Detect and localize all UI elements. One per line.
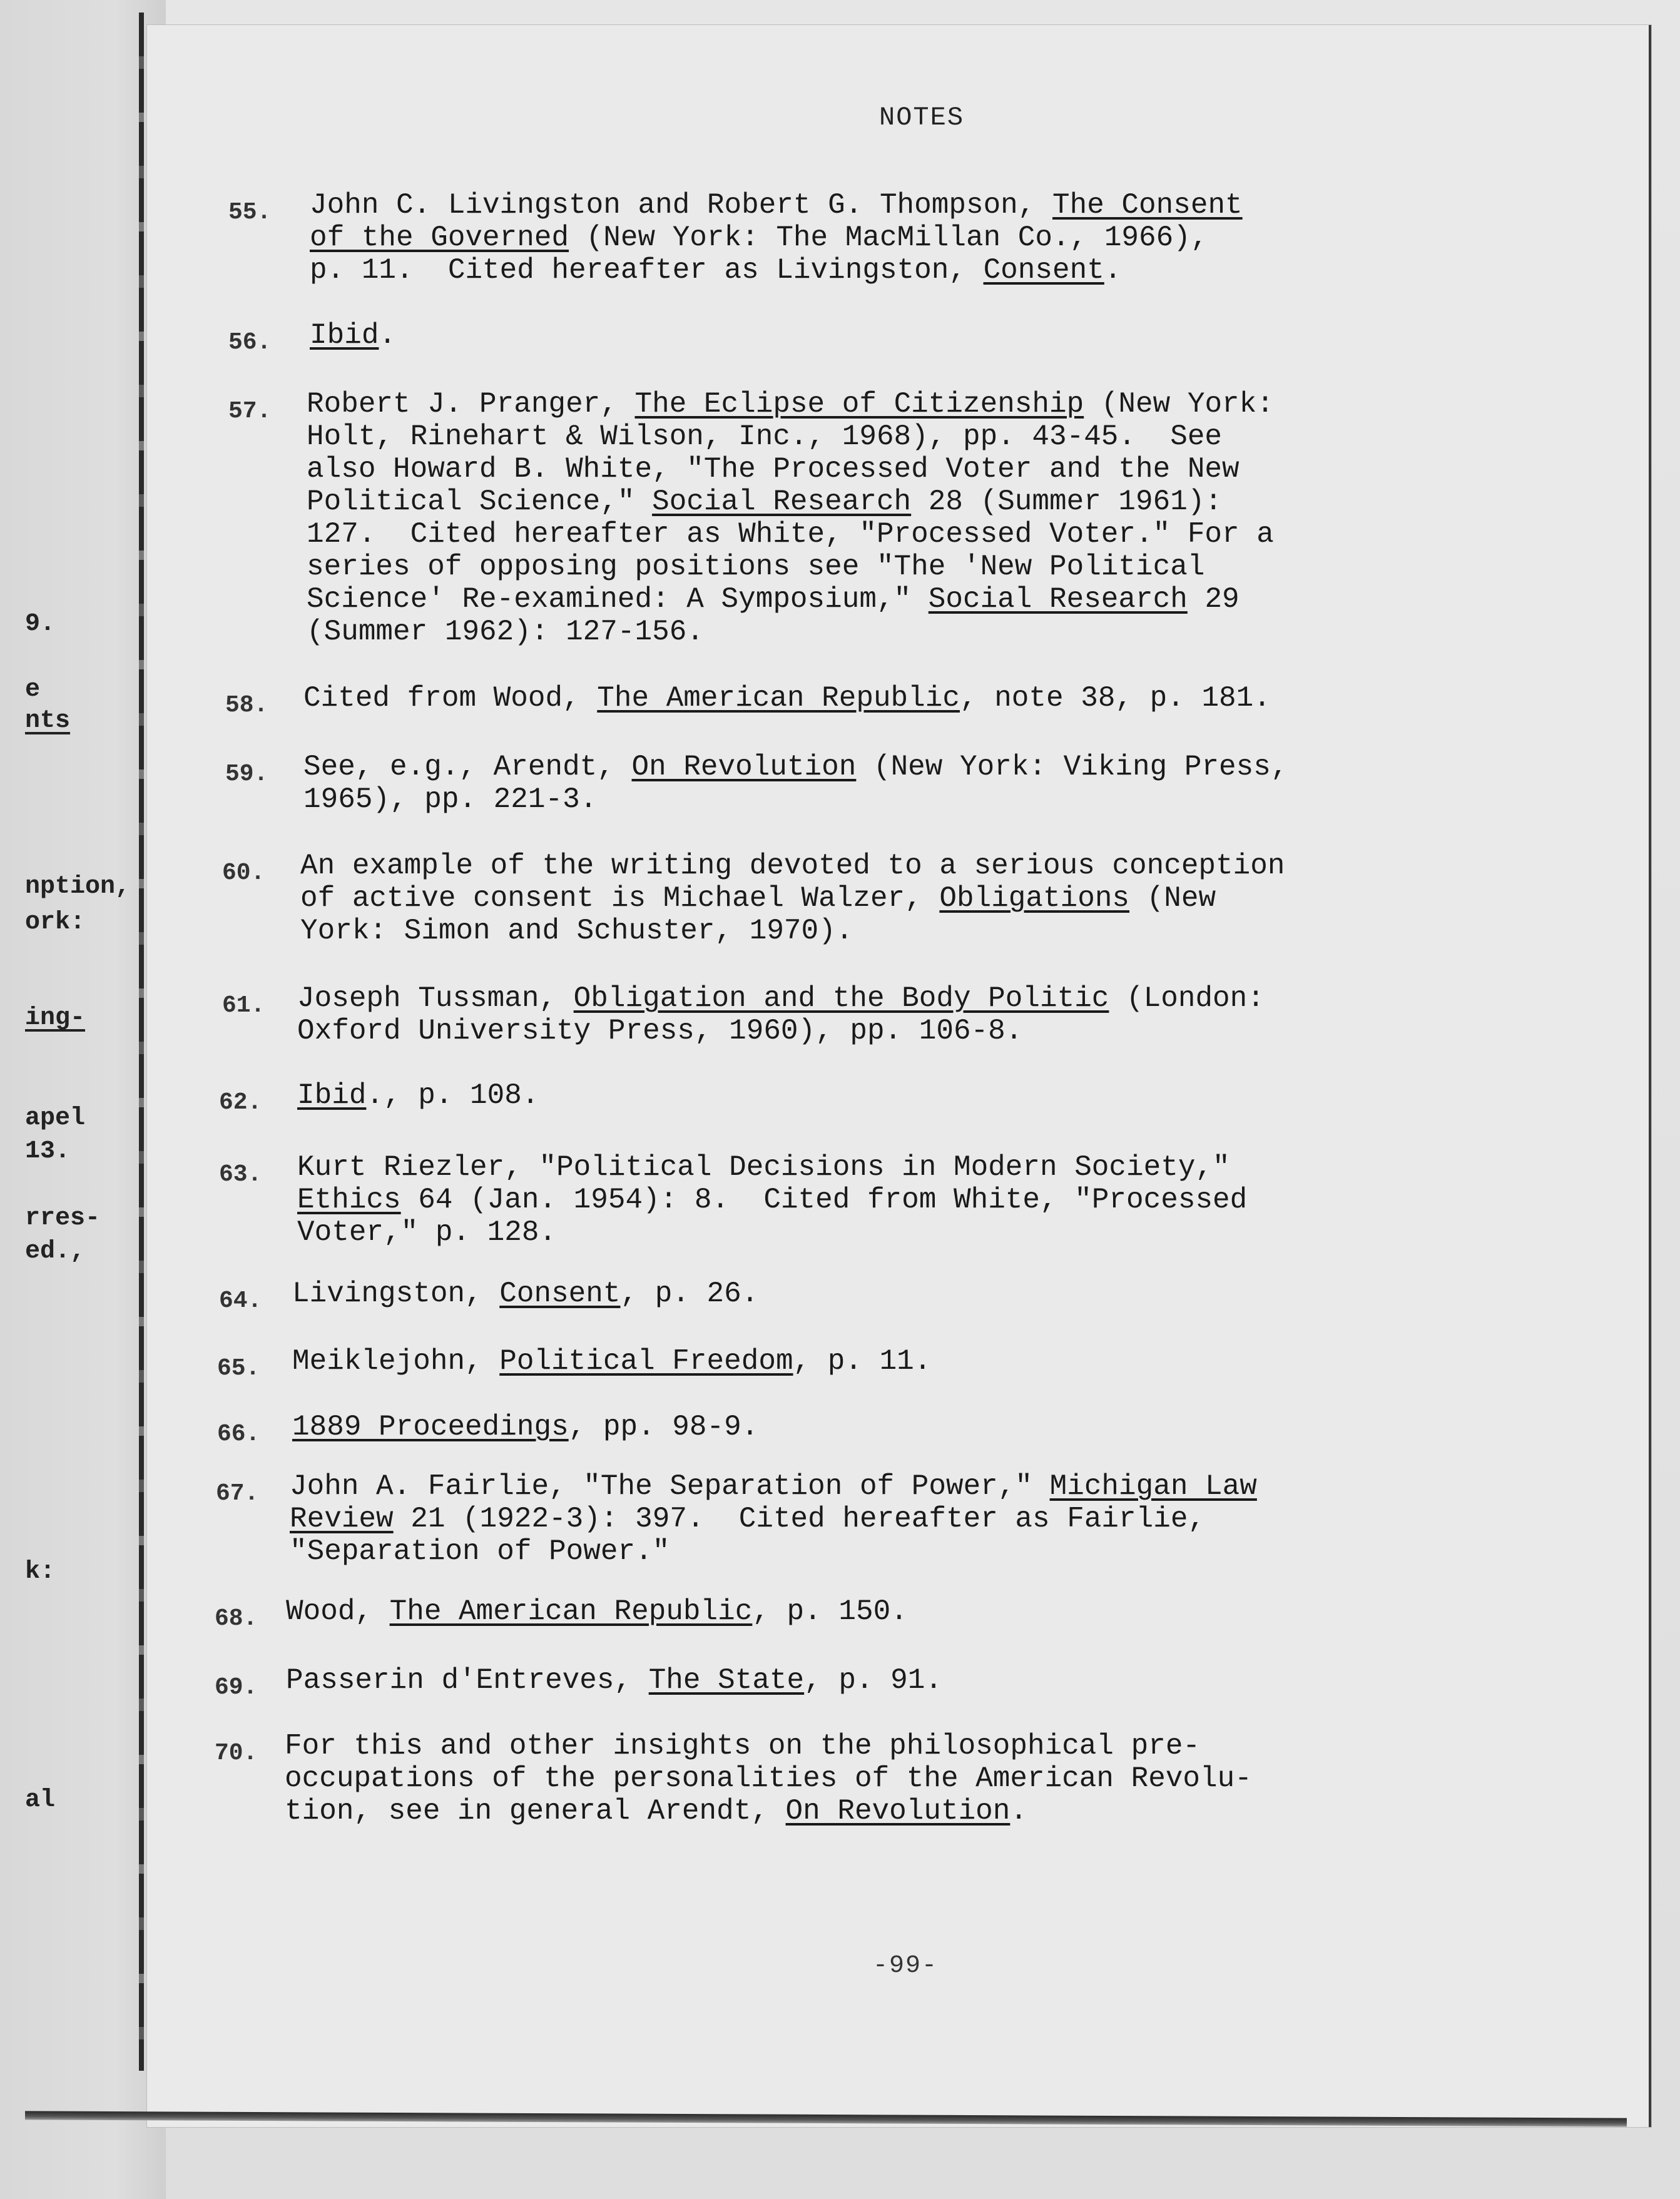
footnote-text-run: See, e.g., Arendt, — [303, 751, 632, 783]
footnote-text-run: (New York: Holt, Rinehart & Wilson, Inc., 1968), pp. 43-45. See also Howard B. White, "The Processed Voter and the New Political Science," — [307, 388, 1274, 518]
footnote-text-run: Joseph Tussman, — [297, 982, 574, 1015]
underlined-title: The State — [648, 1664, 805, 1697]
underlined-title: Obligations — [939, 882, 1130, 915]
footnote-text-run: For this and other insights on the philosophical pre- occupations of the personalities of the American Revolu- tion, see in general Arendt, — [285, 1730, 1252, 1827]
footnote-text — [290, 1470, 1391, 1568]
underlined-title: Ibid — [297, 1079, 367, 1112]
footnote-text-run: (London: Oxford University Press, 1960), pp. 106-8. — [297, 982, 1265, 1047]
footnote-text — [292, 1345, 1393, 1378]
footnote-text-run: (New York: Simon and Schuster, 1970). — [300, 882, 1216, 947]
footnote-number: 58. — [225, 692, 268, 719]
footnote-text-run: , p. 26. — [620, 1277, 759, 1310]
footnote-text-run: Wood, — [286, 1595, 390, 1628]
margin-fragment: apel — [25, 1104, 86, 1132]
margin-fragment: k: — [25, 1558, 56, 1586]
footnote-text — [297, 982, 1398, 1047]
footnote-text-run: Passerin d'Entreves, — [286, 1664, 649, 1697]
footnote-text-run: , p. 11. — [793, 1345, 932, 1378]
footnote-text-run: , p. 150. — [752, 1595, 908, 1628]
footnote-text-run: An example of the writing devoted to a serious conception of active consent is Michael Walzer, — [300, 850, 1285, 915]
page-binding-shadow — [139, 13, 144, 2071]
footnote-number: 59. — [225, 761, 268, 788]
footnote-number: 63. — [219, 1161, 262, 1188]
underlined-title: Consent — [983, 254, 1104, 287]
underlined-title: Consent — [499, 1277, 621, 1310]
footnote-text-run: Robert J. Pranger, — [307, 388, 635, 420]
footnote-text — [310, 189, 1411, 287]
page-number: -99- — [873, 1952, 939, 1980]
page-title: NOTES — [879, 103, 965, 133]
footnote-number: 67. — [216, 1480, 259, 1507]
margin-fragment: al — [25, 1786, 56, 1814]
margin-fragment: nts — [25, 707, 71, 735]
footnote-text-run: . — [379, 319, 397, 352]
footnote-number: 62. — [219, 1089, 262, 1116]
footnote-text-run: . — [1104, 254, 1122, 287]
underlined-title: Ethics — [297, 1184, 401, 1216]
footnote-text — [286, 1664, 1387, 1697]
footnote-text-run: , pp. 98-9. — [568, 1411, 759, 1443]
margin-fragment: rres- — [25, 1204, 101, 1232]
underlined-title: Social Research — [928, 583, 1188, 616]
footnote-text-run: 28 (Summer 1961): 127. Cited hereafter as White, "Processed Voter." For a series of opposing positions see "The 'New Political Science' Re-examined: A Symposium," — [307, 485, 1274, 616]
document-page — [147, 25, 1651, 2127]
footnote-text-run: (New York: Viking Press, 1965), pp. 221-3. — [303, 751, 1288, 816]
footnote-text-run: 29 (Summer 1962): 127-156. — [307, 583, 1240, 648]
margin-fragment: ing- — [25, 1004, 86, 1032]
footnote-text-run: , p. 91. — [804, 1664, 942, 1697]
underlined-title: Obligation and the Body Politic — [573, 982, 1109, 1015]
underlined-title: Ibid — [310, 319, 379, 352]
footnote-number: 68. — [215, 1605, 258, 1632]
footnote-text-run: 64 (Jan. 1954): 8. Cited from White, "Processed Voter," p. 128. — [297, 1184, 1248, 1249]
footnote-text — [285, 1730, 1386, 1827]
footnote-text-run: Cited from Wood, — [303, 682, 598, 714]
underlined-title: Political Freedom — [499, 1345, 793, 1378]
footnote-text-run: , note 38, p. 181. — [959, 682, 1271, 714]
footnote-text-run: Kurt Riezler, "Political Decisions in Modern Society," — [297, 1151, 1230, 1184]
underlined-title: Social Research — [652, 485, 912, 518]
footnote-text — [310, 319, 1411, 352]
footnote-number: 66. — [217, 1421, 260, 1448]
footnote-text-run: John A. Fairlie, "The Separation of Power," — [290, 1470, 1050, 1503]
underlined-title: The American Republic — [597, 682, 960, 714]
margin-fragment: 9. — [25, 610, 56, 638]
footnote-text — [292, 1411, 1393, 1443]
margin-fragment: nption, — [25, 873, 131, 901]
underlined-title: On Revolution — [631, 751, 857, 783]
footnote-text — [286, 1595, 1387, 1628]
footnote-text — [297, 1151, 1398, 1249]
footnote-text — [292, 1277, 1393, 1310]
footnote-number: 57. — [228, 398, 272, 425]
underlined-title: Michigan Law Review — [290, 1470, 1257, 1535]
footnote-text-run: ., p. 108. — [366, 1079, 539, 1112]
footnote-text-run: . — [1010, 1795, 1027, 1827]
margin-fragment: 13. — [25, 1137, 71, 1166]
footnote-number: 64. — [219, 1287, 262, 1314]
footnote-text — [307, 388, 1408, 648]
footnote-number: 69. — [215, 1674, 258, 1701]
footnote-text-run: John C. Livingston and Robert G. Thompson, — [310, 189, 1052, 221]
footnote-number: 56. — [228, 329, 272, 356]
underlined-title: 1889 Proceedings — [292, 1411, 569, 1443]
footnote-text-run: (New York: The MacMillan Co., 1966), p. 11. Cited hereafter as Livingston, — [310, 221, 1208, 287]
footnote-text — [297, 1079, 1398, 1112]
margin-fragment: e — [25, 676, 41, 704]
footnote-number: 60. — [222, 860, 265, 886]
footnote-number: 70. — [215, 1740, 258, 1767]
underlined-title: The Consent of the Governed — [310, 189, 1243, 254]
footnote-text — [303, 751, 1405, 816]
underlined-title: The Eclipse of Citizenship — [634, 388, 1084, 420]
footnote-number: 65. — [217, 1355, 260, 1382]
footnote-number: 55. — [228, 199, 272, 226]
footnote-text — [300, 850, 1402, 947]
footnote-text — [303, 682, 1405, 714]
margin-fragment: ork: — [25, 908, 86, 937]
underlined-title: The American Republic — [389, 1595, 753, 1628]
footnote-number: 61. — [222, 992, 265, 1019]
footnote-text-run: Meiklejohn, — [292, 1345, 500, 1378]
footnote-text-run: 21 (1922-3): 397. Cited hereafter as Fairlie, "Separation of Power." — [290, 1503, 1206, 1568]
underlined-title: On Revolution — [785, 1795, 1011, 1827]
footnote-text-run: Livingston, — [292, 1277, 500, 1310]
margin-fragment: ed., — [25, 1237, 86, 1266]
